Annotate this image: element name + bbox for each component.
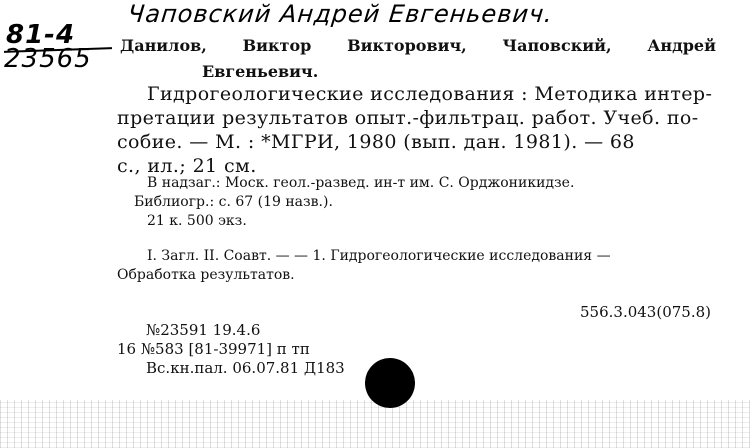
handwritten-shelfmark: 81-4 <box>6 20 76 50</box>
udc-classification: 556.3.043(075.8) <box>580 303 711 321</box>
handwritten-author-name: Чаповский Андрей Евгеньевич. <box>126 0 555 28</box>
note-line: В надзаг.: Моск. геол.-развед. ин-т им. С. Орджоникидзе. <box>147 175 575 191</box>
scan-noise <box>0 400 750 448</box>
title-line: претации результатов опыт.-фильтрац. работ. Учеб. по- <box>117 107 699 129</box>
author-word: Викторович, <box>347 36 467 55</box>
imprint-line: собие. — М. : *МГРИ, 1980 (вып. дан. 1981). — 68 <box>117 131 635 153</box>
author-word: Чаповский, <box>502 36 612 55</box>
tracing-line: I. Загл. II. Соавт. — — 1. Гидрогеологические исследования — <box>147 248 611 264</box>
price-print-run: 21 к. 500 экз. <box>147 213 247 229</box>
author-word: Андрей <box>647 36 716 55</box>
author-heading-continued: Евгеньевич. <box>202 62 319 81</box>
handwritten-inventory-number: 23565 <box>4 44 92 74</box>
author-word: Данилов, <box>120 36 207 55</box>
tracing-line: Обработка результатов. <box>117 267 295 283</box>
author-heading <box>120 36 716 55</box>
accession-line: №23591 19.4.6 <box>146 321 261 339</box>
accession-line: 16 №583 [81-39971] п тп <box>117 340 310 358</box>
collation-line: с., ил.; 21 см. <box>117 155 257 177</box>
accession-line: Вс.кн.пал. 06.07.81 Д183 <box>146 359 345 377</box>
author-word: Виктор <box>242 36 312 55</box>
bibliography-note: Библиогр.: с. 67 (19 назв.). <box>134 194 333 210</box>
title-line: Гидрогеологические исследования : Методика интер- <box>147 83 713 105</box>
